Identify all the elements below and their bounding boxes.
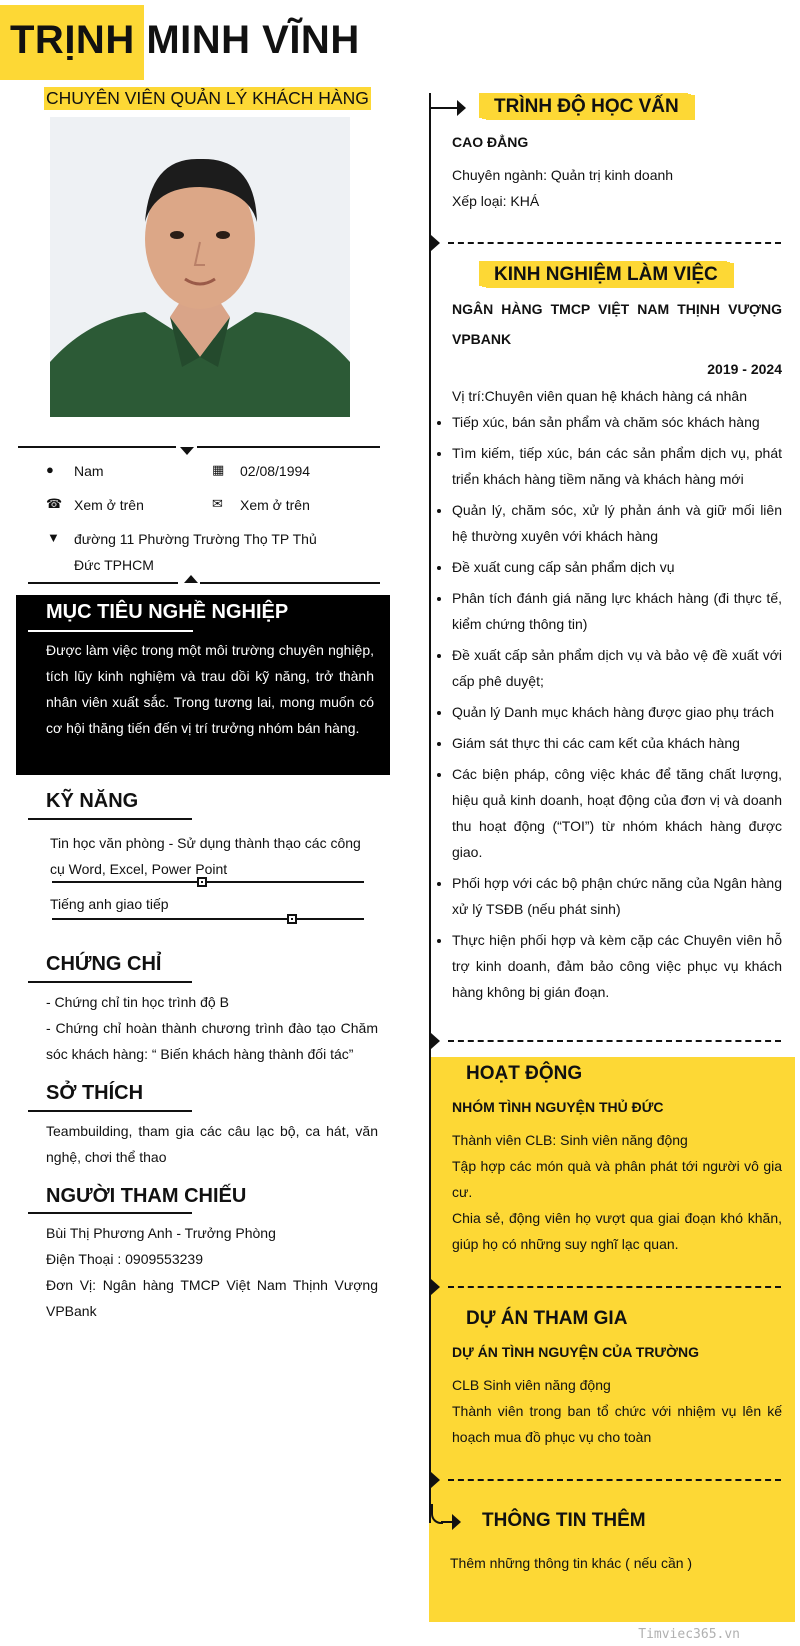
duty-item: • Giám sát thực thi các cam kết của khách hàng [452,730,782,756]
certificate-1: - Chứng chỉ tin học trình độ B [46,994,229,1010]
gender-value: Nam [74,463,104,479]
reference-underline [28,1212,192,1214]
duty-item: • Tiếp xúc, bán sản phẩm và chăm sóc khách hàng [452,409,782,435]
contact-divider-bottom-right [200,582,380,584]
skill-bar-2 [52,918,364,920]
career-objective-section [16,595,390,775]
duty-item: • Phối hợp với các bộ phận chức năng của Ngân hàng xử lý TSĐB (nếu phát sinh) [452,870,782,922]
activities-title: HOẠT ĐỘNG [466,1063,583,1084]
extra-info-text: Thêm những thông tin khác ( nếu cần ) [450,1555,693,1571]
experience-position: Vị trí:Chuyên viên quan hệ khách hàng cá nhân [452,388,747,404]
reference-phone: Điện Thoại : 0909553239 [46,1251,203,1267]
email-value: Xem ở trên [240,497,310,513]
project-line-1: CLB Sinh viên năng động [452,1377,611,1393]
section-underline [28,630,193,632]
arrow-right-icon [457,100,466,116]
projects-title: DỰ ÁN THAM GIA [466,1308,628,1329]
candidate-name: TRỊNH MINH VĨNH [10,18,360,62]
watermark: Timviec365.vn [638,1627,740,1642]
duty-item: • Đề xuất cung cấp sản phẩm dịch vụ [452,554,782,580]
contact-divider-bottom-left [28,582,178,584]
duty-item: • Thực hiện phối hợp và kèm cặp các Chuyên viên hỗ trợ kinh doanh, đảm bảo công việc phục vụ khách hàng không bị gián đoạn. [452,927,782,1005]
experience-title: KINH NGHIỆM LÀM VIỆC [482,262,730,287]
envelope-icon: ✉ [212,496,223,511]
job-title: CHUYÊN VIÊN QUẢN LÝ KHÁCH HÀNG [46,88,369,108]
dashed-divider [448,1040,781,1042]
experience-period: 2019 - 2024 [707,361,782,377]
skill-label-2: Tiếng anh giao tiếp [50,896,169,912]
timeline-marker-icon [431,1279,440,1295]
reference-organization: Đơn Vị: Ngân hàng TMCP Việt Nam Thịnh Vượng VPBank [46,1277,378,1319]
dashed-divider [448,1286,781,1288]
activity-line-2: Tập hợp các món quà và phân phát tới người vô gia cư. [452,1158,782,1200]
dashed-divider [448,242,781,244]
certificates-title: CHỨNG CHỈ [46,953,162,975]
user-icon: ● [46,462,54,477]
timeline-branch [431,107,457,109]
hobbies-underline [28,1110,192,1112]
arrow-right-icon [452,1514,461,1530]
skill-level-marker-1 [197,877,207,887]
contact-divider-top-left [18,446,176,448]
map-marker-icon: ▼ [47,530,60,545]
address-line-1: đường 11 Phường Trường Thọ TP Thủ [74,531,317,547]
address-line-2: Đức TPHCM [74,557,154,573]
project-name: DỰ ÁN TÌNH NGUYỆN CỦA TRƯỜNG [452,1344,699,1360]
project-line-2: Thành viên trong ban tổ chức với nhiệm vụ lên kế hoạch mua đồ phục vụ cho toàn [452,1403,782,1445]
duty-item: • Đề xuất cấp sản phẩm dịch vụ và bảo vệ đề xuất với cấp phê duyệt; [452,642,782,694]
duty-item: • Quản lý, chăm sóc, xử lý phản ánh và giữ mối liên hệ thường xuyên với khách hàng [452,497,782,549]
skill-label-1: Tin học văn phòng - Sử dụng thành thạo các công cụ Word, Excel, Power Point [50,835,361,877]
duties-list [434,409,782,1010]
extra-info-title: THÔNG TIN THÊM [482,1510,646,1531]
activity-line-1: Thành viên CLB: Sinh viên năng động [452,1132,688,1148]
education-title: TRÌNH ĐỘ HỌC VẤN [482,94,691,119]
certificate-2: - Chứng chỉ hoàn thành chương trình đào tạo Chăm sóc khách hàng: “ Biến khách hàng thành đối tác” [46,1020,378,1062]
duty-item: • Phân tích đánh giá năng lực khách hàng (đi thực tế, kiểm chứng thông tin) [452,585,782,637]
duty-item: • Quản lý Danh mục khách hàng được giao phụ trách [452,699,782,725]
timeline-marker-icon [431,1033,440,1049]
duty-item: • Tìm kiếm, tiếp xúc, bán các sản phẩm dịch vụ, phát triển khách hàng tiềm năng và khách hàng mới [452,440,782,492]
contact-divider-top-right [197,446,380,448]
section-title: MỤC TIÊU NGHỀ NGHIỆP [46,601,289,623]
experience-company: NGÂN HÀNG TMCP VIỆT NAM THỊNH VƯỢNG VPBANK [452,301,782,347]
divider-arrow-icon [180,447,194,455]
education-degree: CAO ĐẲNG [452,134,529,150]
certificates-underline [28,981,192,983]
phone-value: Xem ở trên [74,497,144,513]
hobbies-text: Teambuilding, tham gia các câu lạc bộ, ca hát, văn nghệ, chơi thể thao [46,1123,378,1165]
calendar-icon: ▦ [212,462,225,477]
timeline-line [429,93,431,1523]
divider-arrow-up-icon [184,575,198,583]
objective-text: Được làm việc trong một môi trường chuyên nghiệp, tích lũy kinh nghiệm và trau dồi kỹ năng, trở thành nhân viên xuất sắc. Trong tương lai, mong muốn có cơ hội thăng tiến đến vị trí trưởng nhóm bán hàng. [46,642,374,736]
dashed-divider [448,1479,781,1481]
reference-name: Bùi Thị Phương Anh - Trưởng Phòng [46,1225,276,1241]
activities-organization: NHÓM TÌNH NGUYỆN THỦ ĐỨC [452,1099,664,1115]
birthday-value: 02/08/1994 [240,463,311,479]
timeline-marker-icon [431,235,440,251]
profile-photo [50,117,350,417]
education-grade: Xếp loại: KHÁ [452,193,540,209]
skill-bar-1 [52,881,364,883]
phone-icon: ☎ [46,496,63,511]
skills-underline [28,818,192,820]
skill-level-marker-2 [287,914,297,924]
activity-line-3: Chia sẻ, động viên họ vượt qua giai đoạn khó khăn, giúp họ có những suy nghĩ lạc quan. [452,1210,782,1252]
reference-title: NGƯỜI THAM CHIẾU [46,1185,247,1207]
duty-item: • Các biện pháp, công việc khác để tăng chất lượng, hiệu quả kinh doanh, hoạt động của đơn vị và doanh thu hoạt động (“TOI”) từ nhóm khách hàng được giao. [452,761,782,865]
skills-title: KỸ NĂNG [46,790,139,812]
hobbies-title: SỞ THÍCH [46,1082,144,1104]
education-major: Chuyên ngành: Quản trị kinh doanh [452,167,674,183]
timeline-marker-icon [431,1472,440,1488]
